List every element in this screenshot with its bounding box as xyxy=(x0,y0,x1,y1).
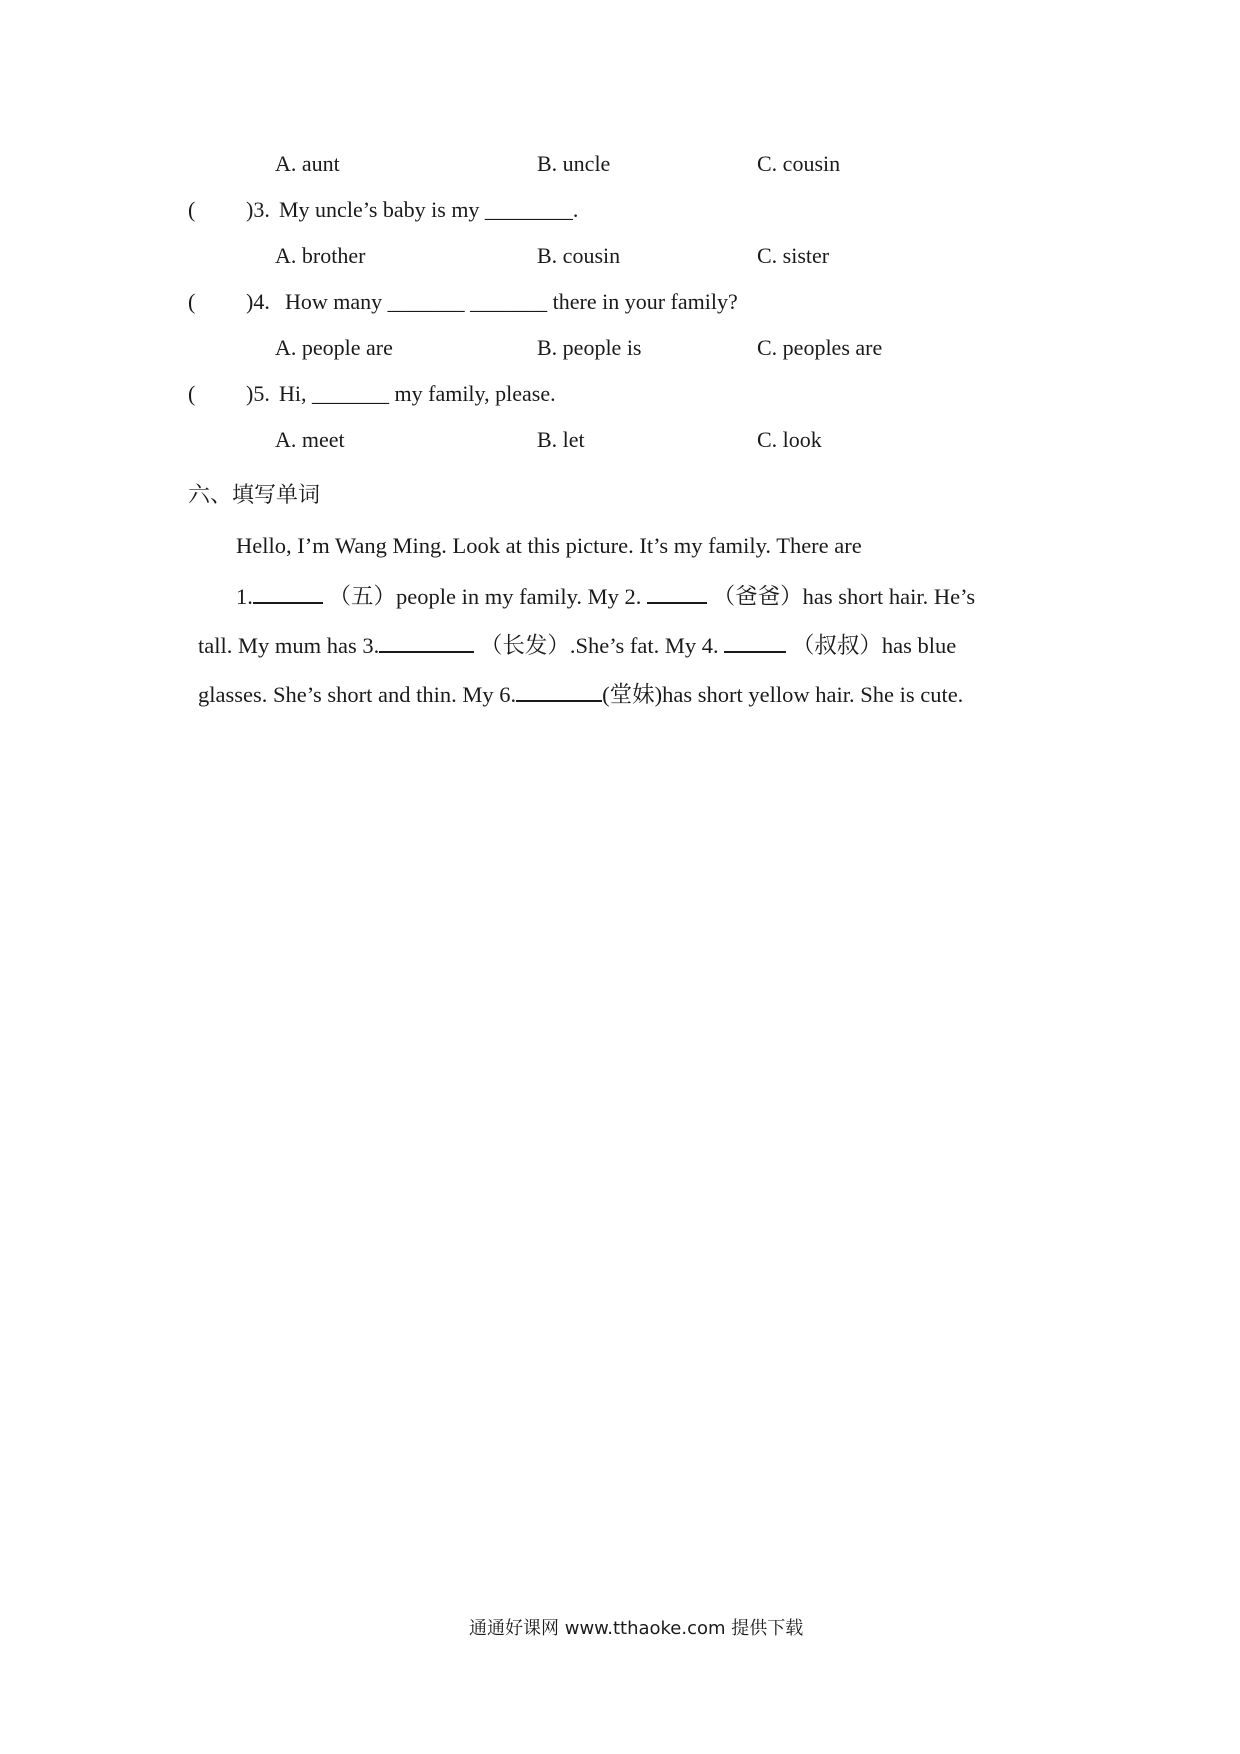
q5-answer-paren: ( xyxy=(188,381,196,406)
q4-answer-paren: ( xyxy=(188,289,196,314)
blank-6[interactable] xyxy=(516,682,602,702)
q3-option-b: B. cousin xyxy=(537,243,621,268)
line-4-text: glasses. She’s short and thin. My 6. xyxy=(198,682,517,707)
blank-1[interactable] xyxy=(253,584,323,604)
q5-number: )5. xyxy=(246,381,270,406)
blank-3-hint: （长发）.She’s fat. My 4. xyxy=(479,633,719,658)
passage-line-3 xyxy=(198,633,956,658)
blank-4-hint: （叔叔）has blue xyxy=(791,633,957,658)
q3-answer-paren: ( xyxy=(188,197,196,222)
q5-option-a: A. meet xyxy=(275,427,345,452)
q5-question: Hi, _______ my family, please. xyxy=(279,381,556,406)
q4-option-b: B. people is xyxy=(537,335,642,360)
blank-2[interactable] xyxy=(647,584,707,604)
q3-option-c: C. sister xyxy=(757,243,830,268)
q2-option-a: A. aunt xyxy=(275,151,340,176)
q5-option-b: B. let xyxy=(537,427,585,452)
q2-option-b: B. uncle xyxy=(537,151,611,176)
blank-3[interactable] xyxy=(379,633,474,653)
blank-6-hint: (堂妹)has short yellow hair. She is cute. xyxy=(602,682,964,707)
passage-line-4 xyxy=(198,682,963,707)
blank-1-number: 1. xyxy=(236,584,253,609)
q4-number: )4. xyxy=(246,289,270,314)
line-3-text: tall. My mum has 3. xyxy=(198,633,380,658)
q2-option-c: C. cousin xyxy=(757,151,841,176)
blank-1-hint: （五）people in my family. My 2. xyxy=(328,584,642,609)
section-6-heading: 六、填写单词 xyxy=(188,483,321,508)
passage-line-2 xyxy=(236,584,975,609)
blank-2-hint: （爸爸）has short hair. He’s xyxy=(712,584,976,609)
q4-question: How many _______ _______ there in your family? xyxy=(285,289,738,314)
q3-question: My uncle’s baby is my ________. xyxy=(279,197,579,222)
q3-option-a: A. brother xyxy=(275,243,366,268)
q5-option-c: C. look xyxy=(757,427,822,452)
q4-option-c: C. peoples are xyxy=(757,335,883,360)
blank-4[interactable] xyxy=(724,633,786,653)
footer-credit: 通通好课网 www.tthaoke.com 提供下载 xyxy=(469,1618,804,1639)
q4-option-a: A. people are xyxy=(275,335,393,360)
passage-line-1: Hello, I’m Wang Ming. Look at this picture. It’s my family. There are xyxy=(236,533,862,558)
q3-number: )3. xyxy=(246,197,270,222)
